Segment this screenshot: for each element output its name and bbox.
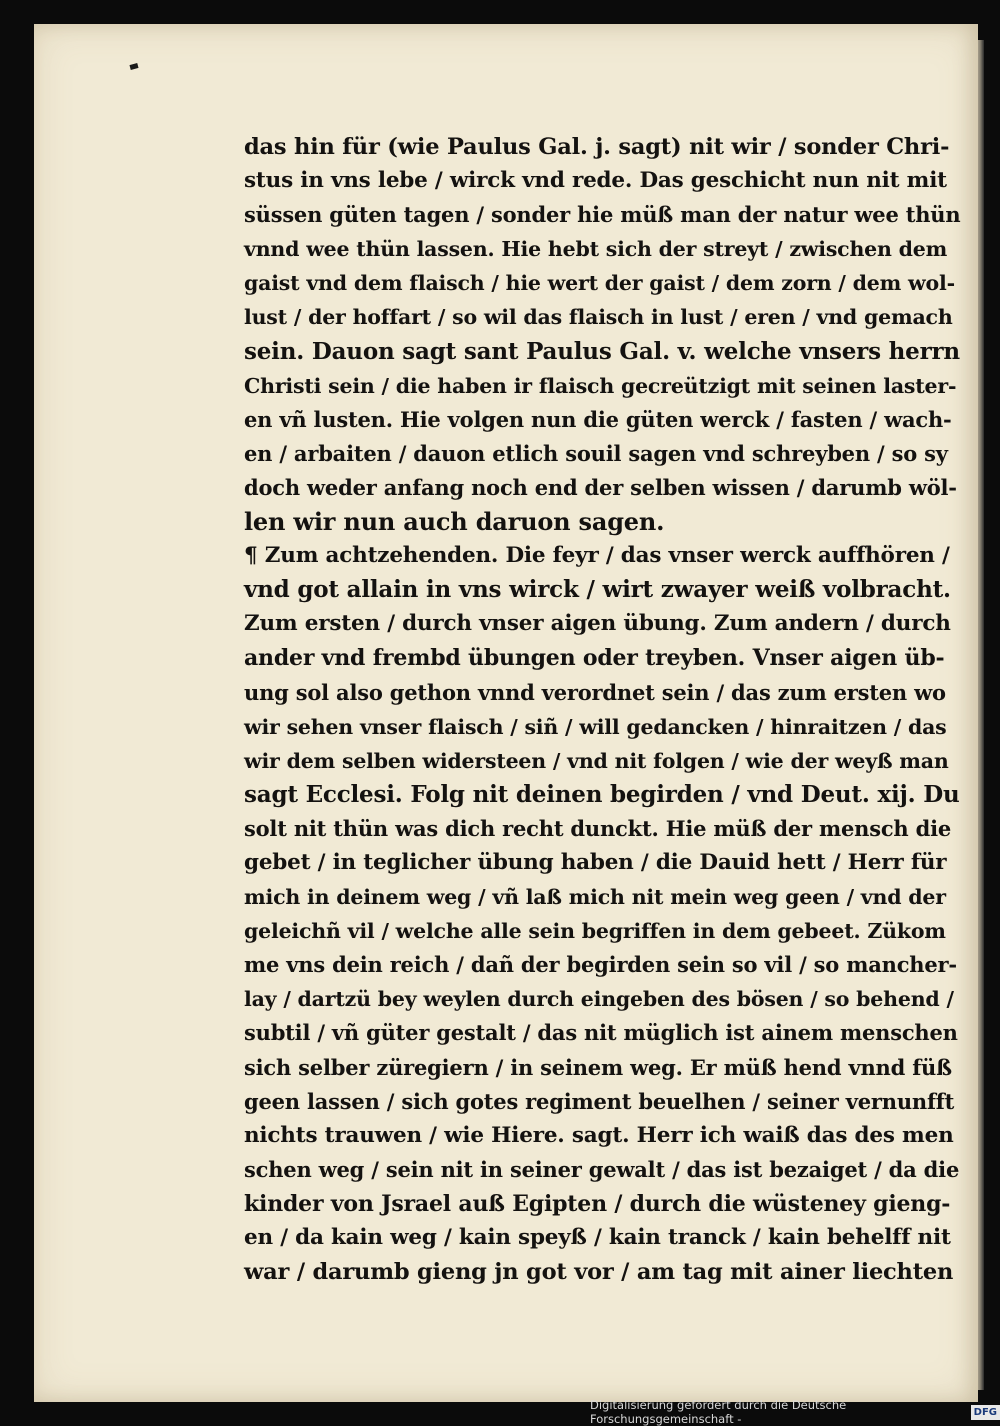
text-line: doch weder anfang noch end der selben wissen / darumb wöl- — [244, 474, 957, 500]
text-line: en / da kain weg / kain speyß / kain tranck / kain behelff nit — [244, 1225, 951, 1250]
text-line: Zum ersten / durch vnser aigen übung. Zum andern / durch — [244, 611, 951, 637]
page-text — [244, 130, 960, 1289]
text-line: sein. Dauon sagt sant Paulus Gal. v. welche vnsers herrn — [244, 337, 960, 365]
text-line: gaist vnd dem flaisch / hie wert der gaist / dem zorn / dem wol- — [244, 271, 955, 296]
text-line: geen lassen / sich gotes regiment beuelhen / seiner vernunfft — [244, 1088, 955, 1114]
text-line: gebet / in teglicher übung haben / die Dauid hett / Herr für — [244, 849, 947, 875]
text-line: Christi sein / die haben ir flaisch gecreützigt mit seinen laster- — [244, 373, 957, 398]
text-line: me vns dein reich / dañ der begirden sein so vil / so mancher- — [244, 952, 957, 978]
ink-mark — [129, 63, 138, 70]
text-line: das hin für (wie Paulus Gal. j. sagt) nit wir / sonder Chri- — [244, 134, 950, 160]
text-line: en / arbaiten / dauon etlich souil sagen vnd schreyben / so sy — [244, 440, 948, 466]
text-line: lust / der hoffart / so wil das flaisch in lust / eren / vnd gemach — [244, 305, 953, 330]
text-line: sagt Ecclesi. Folg nit deinen begirden / vnd Deut. xij. Du — [244, 780, 960, 808]
text-line: ¶ Zum achtzehenden. Die feyr / das vnser werck auffhören / — [244, 543, 950, 569]
dfg-logo: DFG — [971, 1405, 1000, 1420]
text-line: ander vnd frembd übungen oder treyben. Vnser aigen üb- — [244, 645, 945, 672]
text-line: vnnd wee thün lassen. Hie hebt sich der streyt / zwischen dem — [244, 237, 948, 262]
text-line: kinder von Jsrael auß Egipten / durch die wüsteney gieng- — [244, 1190, 951, 1217]
text-line: stus in vns lebe / wirck vnd rede. Das geschicht nun nit mit — [244, 168, 947, 194]
text-line: wir dem selben widersteen / vnd nit folgen / wie der weyß man — [244, 748, 949, 773]
text-line: sich selber züregiern / in seinem weg. Er müß hend vnnd füß — [244, 1054, 952, 1080]
text-line: schen weg / sein nit in seiner gewalt / das ist bezaiget / da die — [244, 1156, 960, 1182]
text-line: vnd got allain in vns wirck / wirt zwayer weiß volbracht. — [244, 576, 951, 604]
text-line: len wir nun auch daruon sagen. — [244, 507, 665, 537]
text-line: lay / dartzü bey weylen durch eingeben des bösen / so behend / — [244, 987, 954, 1012]
footer-credit: Digitalisierung gefördert durch die Deutsche Forschungsgemeinschaft - — [590, 1398, 847, 1426]
text-line: ung sol also gethon vnnd verordnet sein / das zum ersten wo — [244, 679, 946, 705]
text-line: solt nit thün was dich recht dunckt. Hie müß der mensch die — [244, 815, 952, 841]
text-line: mich in deinem weg / vñ laß mich nit mein weg geen / vnd der — [244, 885, 946, 910]
text-line: süssen güten tagen / sonder hie müß man der natur wee thün — [244, 202, 961, 228]
text-line: war / darumb gieng jn got vor / am tag mit ainer liechten — [244, 1259, 954, 1286]
text-line: en vñ lusten. Hie volgen nun die güten werck / fasten / wach- — [244, 406, 952, 432]
text-line: subtil / vñ güter gestalt / das nit müglich ist ainem menschen — [244, 1020, 958, 1046]
footer — [590, 1398, 1000, 1426]
text-line: geleichñ vil / welche alle sein begriffen in dem gebeet. Zükom — [244, 919, 946, 944]
text-line: wir sehen vnser flaisch / siñ / will gedancken / hinraitzen / das — [244, 714, 947, 739]
text-line: nichts trauwen / wie Hiere. sagt. Herr ich waiß das des men — [244, 1122, 954, 1148]
